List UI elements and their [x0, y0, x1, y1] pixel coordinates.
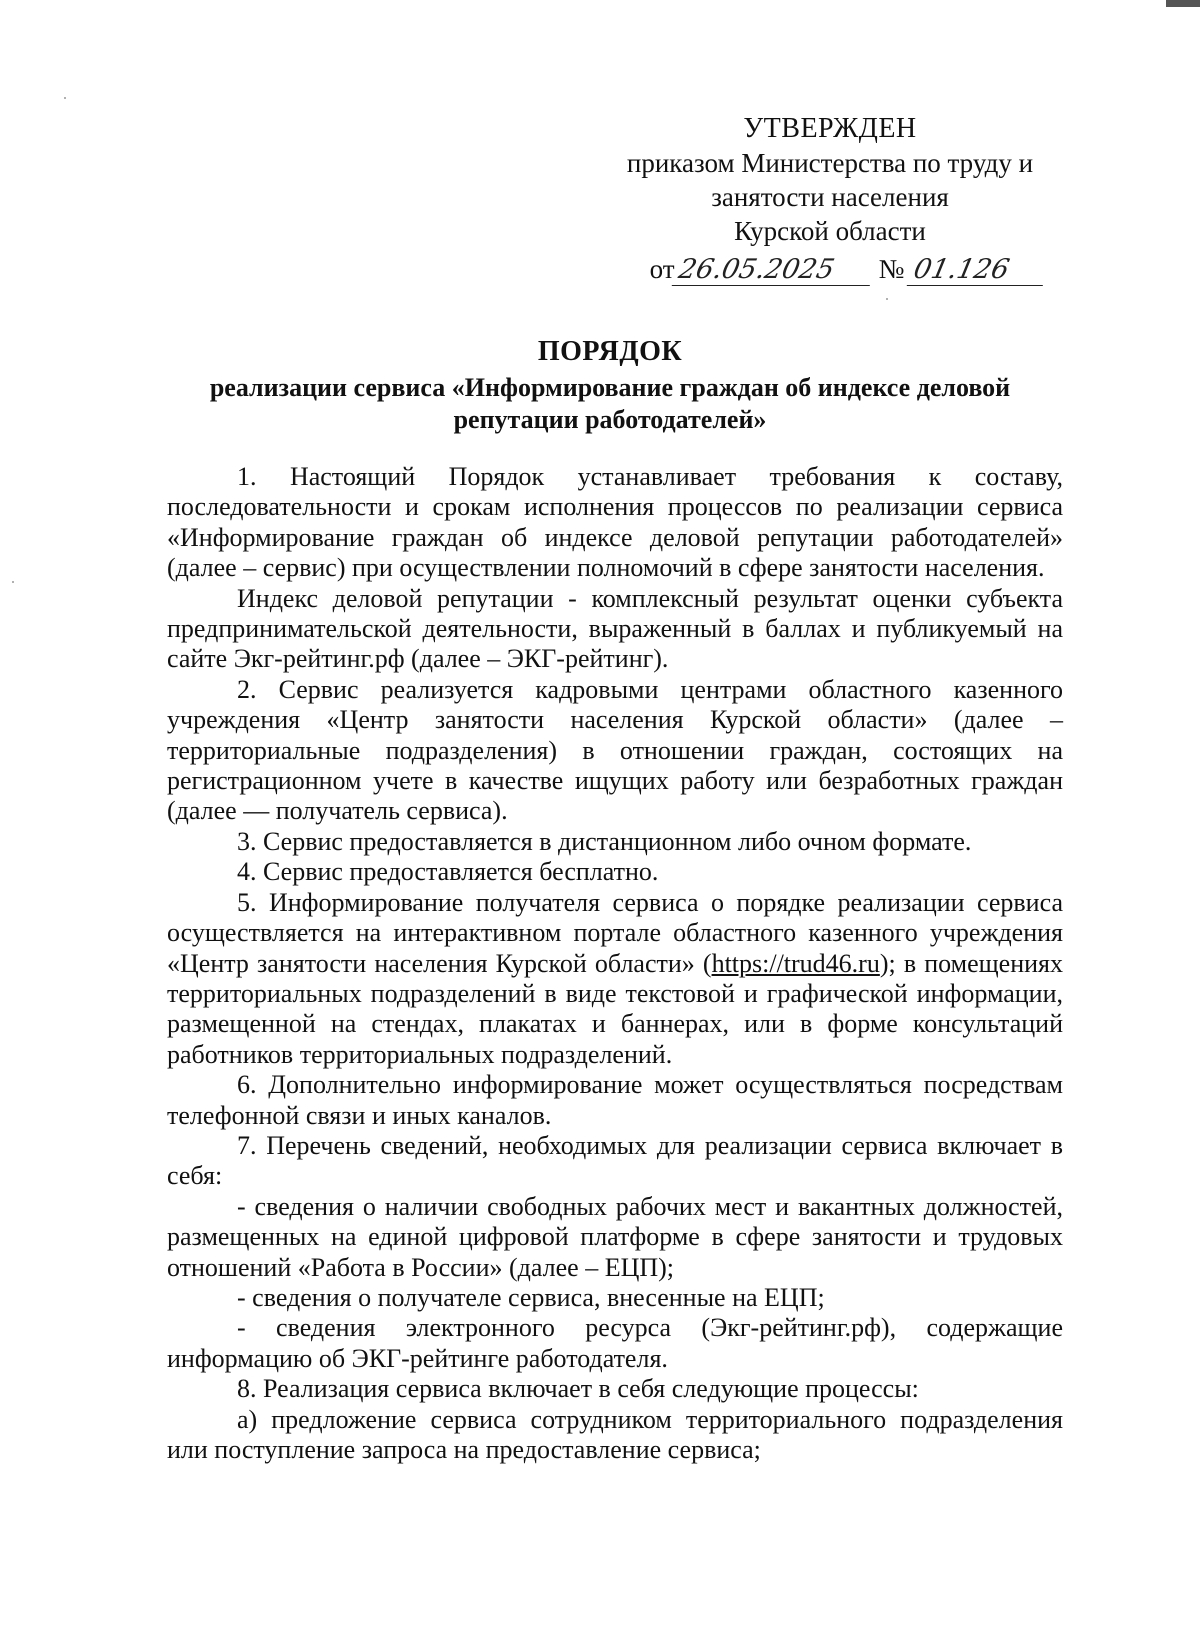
paragraph-definition: Индекс деловой репутации - комплексный результат оценки субъекта предпринимательской деятельности, выраженный в баллах и публикуемый на сайте Экг-рейтинг.рф (далее – ЭКГ-рейтинг).: [167, 583, 1063, 674]
list-item: - сведения о получателе сервиса, внесенные на ЕЦП;: [237, 1282, 825, 1312]
scan-speck: [886, 298, 888, 300]
document-subtitle: реализации сервиса «Информирование граждан об индексе деловой репутации работодателей»: [209, 373, 1011, 434]
number-prefix: №: [878, 254, 905, 284]
document-title: ПОРЯДОК: [537, 336, 683, 367]
list-item: - сведения о наличии свободных рабочих мест и вакантных должностей, размещенных на единой цифровой платформе в сфере занятости и трудовых отношений «Работа в России» (далее – ЕЦП);: [167, 1191, 1063, 1282]
document-heading: [160, 334, 1060, 436]
scan-speck: [64, 97, 66, 99]
approval-line: Курской области: [734, 216, 926, 246]
paragraph-5-text: ); в помещениях территориальных подразделений в виде текстовой и графической информации, размещенной на стендах, плакатах и баннерах, или в форме консультаций работников территориальных подразделений.: [167, 948, 1064, 1069]
handwritten-number: 01.126: [907, 255, 1050, 286]
paragraph-5-text: 5. Информирование получателя сервиса о порядке реализации сервиса осуществляется на интерактивном портале областного казенного учреждения «Центр занятости населения Курской области» (: [167, 887, 1063, 978]
approval-line: приказом Министерства по труду и: [626, 148, 1034, 178]
date-prefix: от: [649, 254, 675, 284]
approval-date-line: [636, 252, 1060, 286]
paragraph-1: 1. Настоящий Порядок устанавливает требования к составу, последовательности и срокам исполнения процессов по реализации сервиса «Информирование граждан об индексе деловой репутации работодателей» (далее – сервис) при осуществлении полномочий в сфере занятости населения.: [167, 462, 1063, 583]
scan-artifact: [1166, 0, 1200, 7]
approval-line: занятости населения: [711, 182, 949, 212]
portal-link[interactable]: https://trud46.ru: [711, 948, 880, 978]
paragraph-3: 3. Сервис предоставляется в дистанционном либо очном формате.: [237, 826, 972, 856]
scan-speck: [12, 581, 14, 583]
list-item: - сведения электронного ресурса (Экг-рейтинг.рф), содержащие информацию об ЭКГ-рейтинге работодателя.: [167, 1313, 1063, 1373]
paragraph-6: 6. Дополнительно информирование может осуществляться посредствам телефонной связи и иных каналов.: [167, 1070, 1063, 1130]
document-body: [167, 462, 1063, 1465]
paragraph-5: [167, 888, 1063, 1070]
paragraph-4: 4. Сервис предоставляется бесплатно.: [237, 857, 659, 887]
paragraph-8: 8. Реализация сервиса включает в себя следующие процессы:: [237, 1374, 919, 1404]
approval-block: [600, 112, 1060, 286]
list-item: а) предложение сервиса сотрудником территориального подразделения или поступление запроса на предоставление сервиса;: [167, 1404, 1063, 1464]
paragraph-7: 7. Перечень сведений, необходимых для реализации сервиса включает в себя:: [167, 1130, 1063, 1191]
handwritten-date: 26.05.2025: [671, 255, 876, 286]
approval-title: УТВЕРЖДЕН: [743, 113, 917, 144]
paragraph-2: 2. Сервис реализуется кадровыми центрами областного казенного учреждения «Центр занятости населения Курской области» (далее – территориальные подразделения) в отношении граждан, состоящих на регистрационном учете в качестве ищущих работу или безработных граждан (далее — получатель сервиса).: [167, 674, 1063, 826]
